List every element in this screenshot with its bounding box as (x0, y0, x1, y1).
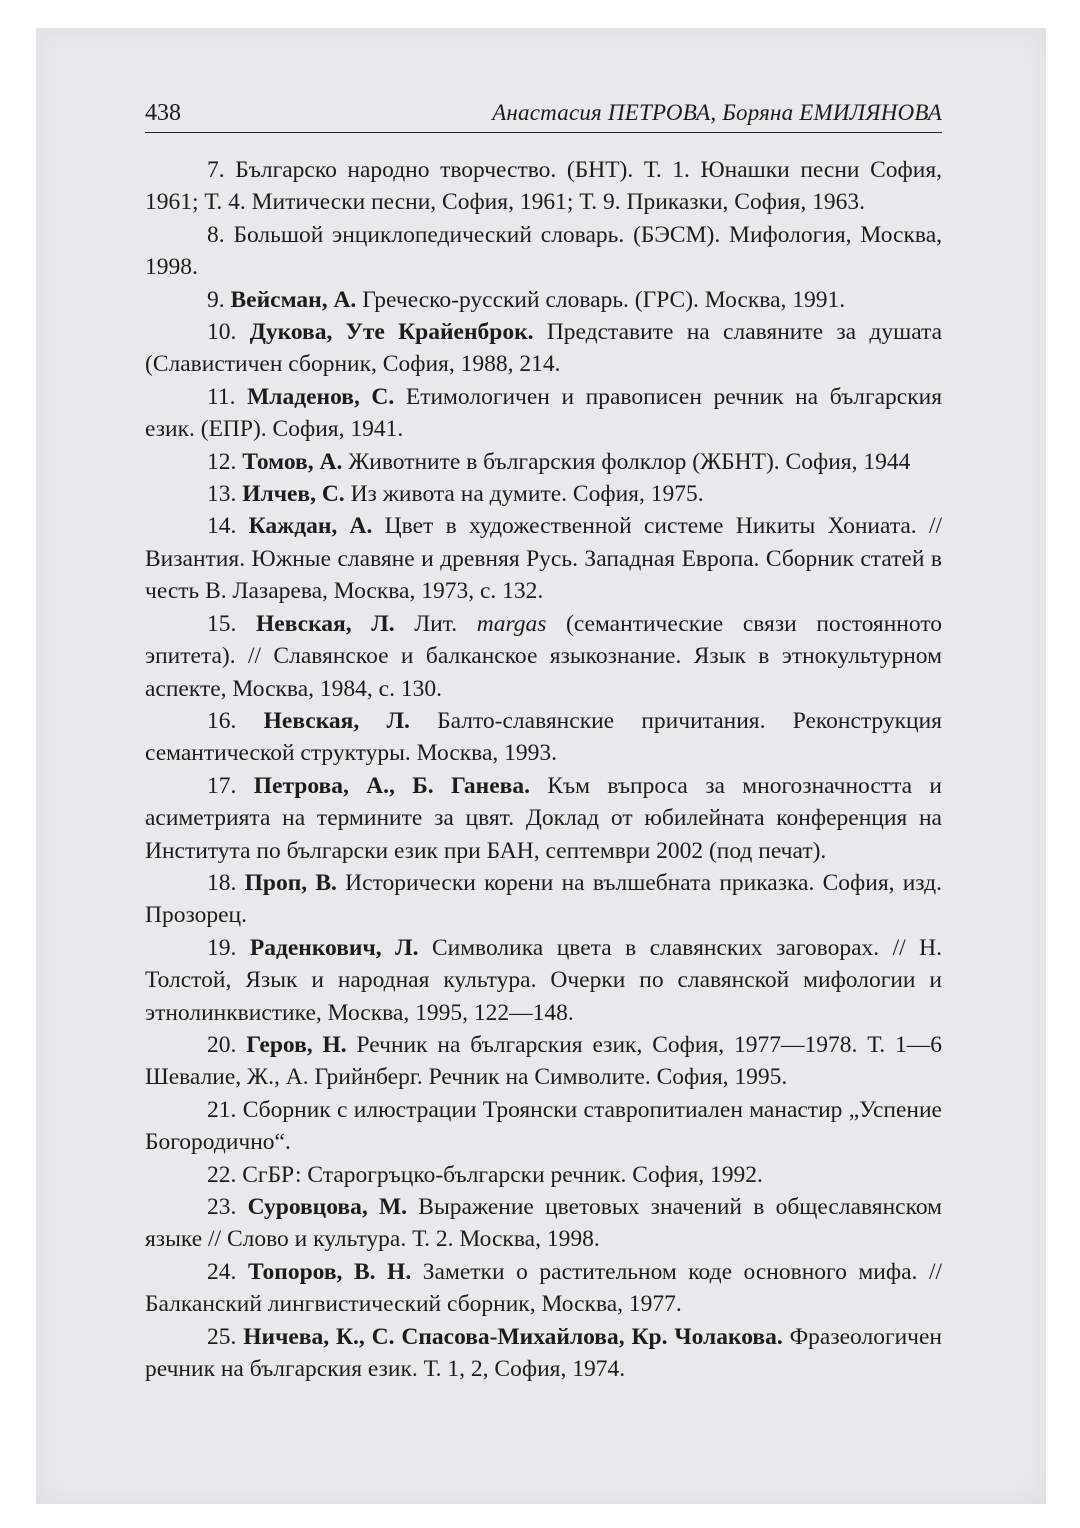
reference-number: 14. (207, 513, 237, 540)
reference-number: 9. (207, 286, 225, 313)
reference-item (145, 154, 942, 219)
reference-item (145, 478, 942, 510)
reference-number: 16. (207, 707, 237, 734)
page-number: 438 (145, 100, 181, 126)
reference-author: Проп, В. (244, 869, 337, 896)
reference-text: Большой энциклопедический словарь. (БЭСМ). Мифология, Москва, 1998. (145, 221, 942, 281)
reference-number: 18. (207, 869, 237, 896)
reference-text: Цвет в художественной системе Никиты Хониата. //Византия. Южные славяне и древняя Русь. Западная Европа. Сборник статей в честь В. Лазарева, Москва, 1973, с. 132. (145, 513, 943, 605)
reference-text: Греческо-русский словарь. (ГРС). Москва, 1991. (362, 286, 846, 313)
reference-number: 19. (207, 934, 237, 961)
reference-number: 17. (207, 772, 237, 799)
reference-number: 15. (207, 610, 237, 637)
reference-number: 20. (207, 1031, 237, 1058)
reference-item (145, 219, 942, 284)
reference-item (145, 1159, 942, 1191)
reference-text: Исторически корени на вълшебната приказка. София, изд. Прозорец. (145, 869, 942, 929)
reference-author: Томов, А. (242, 448, 343, 475)
reference-author: Петрова, А., Б. Ганева. (253, 772, 530, 799)
reference-author: Топоров, В. Н. (247, 1258, 412, 1285)
reference-number: 10. (207, 319, 237, 346)
reference-text: Представите на славяните за душата (Славистичен сборник, София, 1988, 214. (145, 319, 943, 378)
reference-text: Българско народно творчество. (БНТ). Т. 1. Юнашки песни София, 1961; Т. 4. Митически песни, София, 1961; Т. 9. Приказки, София, 1963. (145, 157, 943, 216)
reference-number: 7. (207, 157, 225, 183)
page-header (145, 98, 942, 133)
reference-item (145, 608, 942, 705)
reference-item (145, 1321, 942, 1386)
reference-item (145, 1191, 942, 1256)
reference-italic-term: margas (476, 610, 547, 637)
reference-item (145, 1094, 942, 1159)
reference-text: Към въпроса за многозначността и асиметрията на термините за цвят. Доклад от юбилейната конференция на Института по български език при БАН, септември 2002 (под печат). (145, 772, 942, 864)
reference-text: Выражение цветовых значений в общеславянском языке // Слово и культура. Т. 2. Москва, 1998. (145, 1194, 942, 1253)
reference-item (145, 1029, 942, 1094)
reference-text-prefix: Лит. (414, 610, 458, 637)
reference-number: 22. (207, 1161, 237, 1188)
reference-number: 24. (207, 1258, 237, 1285)
reference-item (145, 316, 942, 381)
reference-author: Невская, Л. (255, 610, 395, 637)
reference-number: 13. (207, 481, 237, 508)
reference-author: Суровцова, М. (247, 1194, 408, 1220)
reference-author: Младенов, С. (247, 383, 395, 410)
reference-author: Ничева, К., С. Спасова-Михайлова, Кр. Чолакова. (243, 1323, 783, 1350)
reference-text: Фразеологичен речник на българския език. Т. 1, 2, София, 1974. (145, 1323, 943, 1383)
reference-number: 23. (207, 1194, 237, 1220)
reference-number: 8. (207, 221, 225, 248)
reference-number: 12. (207, 448, 237, 475)
reference-text: Етимологичен и правописен речник на българския език. (ЕПР). София, 1941. (145, 383, 942, 443)
reference-number: 25. (207, 1323, 237, 1350)
reference-author: Невская, Л. (263, 707, 410, 734)
reference-author: Вейсман, А. (230, 286, 357, 313)
reference-text: Из живота на думите. София, 1975. (350, 481, 704, 508)
reference-text: Заметки о растительном коде основного мифа. // Балканский лингвистический сборник, Москва, 1977. (145, 1258, 943, 1318)
reference-author: Дукова, Уте Крайенброк. (249, 319, 534, 346)
reference-text: Балто-славянские причитания. Реконструкция семантической структуры. Москва, 1993. (145, 707, 942, 767)
reference-number: 11. (207, 383, 236, 410)
reference-author: Каждан, А. (248, 513, 373, 540)
reference-text: Животните в българския фолклор (ЖБНТ). София, 1944 (348, 448, 911, 475)
reference-number: 21. (207, 1096, 237, 1123)
reference-item (145, 381, 942, 446)
reference-list (145, 154, 942, 1385)
reference-text: Речник на българския език, София, 1977—1978. Т. 1—6 Шевалие, Ж., А. Грийнберг. Речник на Символите. София, 1995. (145, 1031, 942, 1091)
reference-text: (семантические связи постоянното эпитета). // Славянское и балканское языкознание. Язык в этнокультурном аспекте, Москва, 1984, с. 130. (145, 610, 943, 702)
running-head: Анастасия ПЕТРОВА, Боряна ЕМИЛЯНОВА (492, 100, 942, 125)
reference-author: Геров, Н. (246, 1031, 347, 1058)
reference-item (145, 284, 942, 316)
reference-item (145, 510, 942, 607)
reference-item (145, 1256, 942, 1321)
reference-text: Символика цвета в славянских заговорах. // Н. Толстой, Язык и народная культура. Очерки по славянской мифологии и этнолинквистике, Москва, 1995, 122—148. (145, 934, 943, 1026)
reference-item (145, 770, 942, 867)
reference-item (145, 705, 942, 770)
reference-author: Илчев, С. (242, 481, 345, 508)
reference-item (145, 867, 942, 932)
reference-text: СгБР: Старогръцко-български речник. София, 1992. (242, 1161, 763, 1188)
reference-item (145, 932, 942, 1029)
reference-item (145, 446, 942, 478)
reference-text: Сборник с илюстрации Троянски ставропитиален манастир „Успение Богородично“. (145, 1096, 942, 1156)
reference-author: Раденкович, Л. (249, 934, 419, 961)
